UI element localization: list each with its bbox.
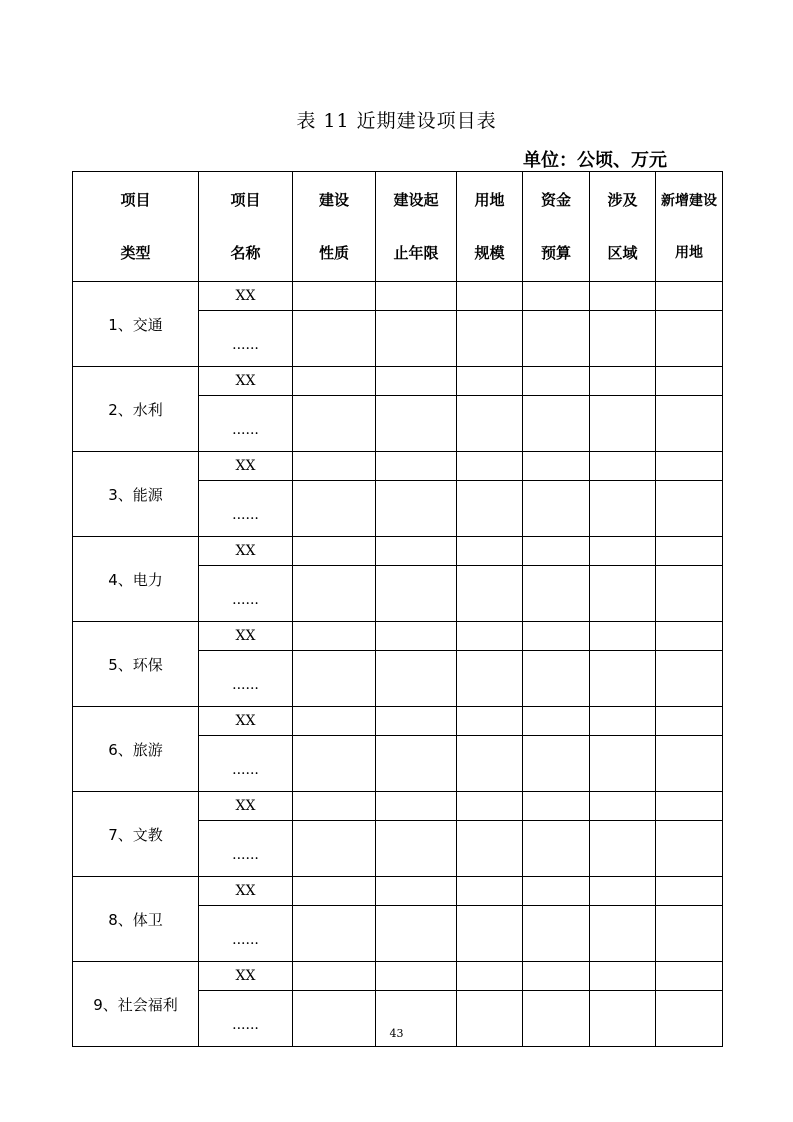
empty-cell <box>523 877 590 906</box>
empty-cell <box>523 906 590 962</box>
project-name-cell: XX <box>199 452 293 481</box>
empty-cell <box>376 906 457 962</box>
project-type-cell: 7、文教 <box>73 792 199 877</box>
empty-cell <box>523 736 590 792</box>
empty-cell <box>590 962 656 991</box>
project-name-cell: ...... <box>199 651 293 707</box>
empty-cell <box>590 282 656 311</box>
empty-cell <box>590 622 656 651</box>
empty-cell <box>523 282 590 311</box>
empty-cell <box>590 452 656 481</box>
empty-cell <box>590 821 656 877</box>
empty-cell <box>457 877 523 906</box>
empty-cell <box>457 622 523 651</box>
empty-cell <box>457 792 523 821</box>
project-type-cell: 5、环保 <box>73 622 199 707</box>
project-name-cell: XX <box>199 962 293 991</box>
empty-cell <box>656 906 723 962</box>
empty-cell <box>656 736 723 792</box>
project-type-cell: 9、社会福利 <box>73 962 199 1047</box>
unit-label: 单位：公顷、万元 <box>523 150 667 171</box>
empty-cell <box>293 311 376 367</box>
empty-cell <box>457 566 523 622</box>
empty-cell <box>293 736 376 792</box>
empty-cell <box>376 481 457 537</box>
empty-cell <box>293 651 376 707</box>
empty-cell <box>656 821 723 877</box>
table-title: 表 11 近期建设项目表 <box>296 110 497 132</box>
empty-cell <box>656 792 723 821</box>
empty-cell <box>523 566 590 622</box>
table-row <box>73 452 723 481</box>
table-row <box>73 792 723 821</box>
empty-cell <box>457 821 523 877</box>
empty-cell <box>293 481 376 537</box>
empty-cell <box>523 821 590 877</box>
empty-cell <box>376 396 457 452</box>
empty-cell <box>523 452 590 481</box>
project-name-cell: XX <box>199 707 293 736</box>
empty-cell <box>376 792 457 821</box>
empty-cell <box>523 792 590 821</box>
empty-cell <box>376 821 457 877</box>
empty-cell <box>376 452 457 481</box>
empty-cell <box>293 707 376 736</box>
empty-cell <box>293 821 376 877</box>
empty-cell <box>457 906 523 962</box>
empty-cell <box>523 622 590 651</box>
empty-cell <box>457 396 523 452</box>
empty-cell <box>376 367 457 396</box>
empty-cell <box>656 537 723 566</box>
header-row <box>73 172 723 282</box>
empty-cell <box>590 906 656 962</box>
empty-cell <box>590 396 656 452</box>
empty-cell <box>590 792 656 821</box>
empty-cell <box>293 566 376 622</box>
empty-cell <box>523 396 590 452</box>
empty-cell <box>590 877 656 906</box>
empty-cell <box>293 792 376 821</box>
table-row <box>73 282 723 311</box>
table-row <box>73 877 723 906</box>
header-cell: 用地 规模 <box>457 172 523 282</box>
empty-cell <box>376 707 457 736</box>
empty-cell <box>457 736 523 792</box>
project-name-cell: XX <box>199 877 293 906</box>
project-name-cell: ...... <box>199 991 293 1047</box>
empty-cell <box>590 566 656 622</box>
empty-cell <box>293 452 376 481</box>
empty-cell <box>590 367 656 396</box>
empty-cell <box>523 537 590 566</box>
empty-cell <box>376 736 457 792</box>
empty-cell <box>376 282 457 311</box>
empty-cell <box>293 906 376 962</box>
empty-cell <box>656 367 723 396</box>
empty-cell <box>656 282 723 311</box>
project-name-cell: XX <box>199 622 293 651</box>
empty-cell <box>293 962 376 991</box>
empty-cell <box>376 311 457 367</box>
table-row <box>73 962 723 991</box>
table-row <box>73 622 723 651</box>
empty-cell <box>523 311 590 367</box>
empty-cell <box>590 537 656 566</box>
header-cell: 新增建设 用地 <box>656 172 723 282</box>
empty-cell <box>523 367 590 396</box>
empty-cell <box>293 396 376 452</box>
empty-cell <box>656 877 723 906</box>
empty-cell <box>656 962 723 991</box>
empty-cell <box>656 396 723 452</box>
empty-cell <box>376 566 457 622</box>
header-cell: 项目 类型 <box>73 172 199 282</box>
project-name-cell: ...... <box>199 311 293 367</box>
project-name-cell: ...... <box>199 481 293 537</box>
empty-cell <box>376 537 457 566</box>
project-type-cell: 4、电力 <box>73 537 199 622</box>
header-cell: 项目 名称 <box>199 172 293 282</box>
empty-cell <box>457 707 523 736</box>
header-cell: 涉及 区域 <box>590 172 656 282</box>
project-type-cell: 3、能源 <box>73 452 199 537</box>
empty-cell <box>523 481 590 537</box>
empty-cell <box>376 962 457 991</box>
empty-cell <box>457 311 523 367</box>
empty-cell <box>457 452 523 481</box>
empty-cell <box>656 566 723 622</box>
empty-cell <box>457 537 523 566</box>
table-row <box>73 707 723 736</box>
empty-cell <box>656 481 723 537</box>
project-name-cell: ...... <box>199 396 293 452</box>
empty-cell <box>457 282 523 311</box>
project-table <box>72 171 723 1047</box>
empty-cell <box>656 707 723 736</box>
project-name-cell: XX <box>199 537 293 566</box>
page-number: 43 <box>389 1027 404 1040</box>
empty-cell <box>523 707 590 736</box>
empty-cell <box>590 707 656 736</box>
project-name-cell: XX <box>199 792 293 821</box>
empty-cell <box>656 311 723 367</box>
empty-cell <box>376 622 457 651</box>
project-type-cell: 2、水利 <box>73 367 199 452</box>
project-name-cell: ...... <box>199 566 293 622</box>
table-body <box>73 282 723 1047</box>
empty-cell <box>590 311 656 367</box>
table-row <box>73 367 723 396</box>
project-name-cell: XX <box>199 367 293 396</box>
project-type-cell: 6、旅游 <box>73 707 199 792</box>
table-row <box>73 537 723 566</box>
header-cell: 建设起 止年限 <box>376 172 457 282</box>
project-table-container <box>72 171 722 1033</box>
empty-cell <box>457 367 523 396</box>
empty-cell <box>376 877 457 906</box>
empty-cell <box>590 736 656 792</box>
project-name-cell: ...... <box>199 736 293 792</box>
header-cell: 资金 预算 <box>523 172 590 282</box>
empty-cell <box>293 877 376 906</box>
empty-cell <box>590 651 656 707</box>
empty-cell <box>293 537 376 566</box>
project-type-cell: 8、体卫 <box>73 877 199 962</box>
empty-cell <box>656 452 723 481</box>
project-name-cell: XX <box>199 282 293 311</box>
header-cell: 建设 性质 <box>293 172 376 282</box>
project-type-cell: 1、交通 <box>73 282 199 367</box>
empty-cell <box>376 651 457 707</box>
empty-cell <box>293 282 376 311</box>
project-name-cell: ...... <box>199 821 293 877</box>
empty-cell <box>457 962 523 991</box>
empty-cell <box>656 651 723 707</box>
project-name-cell: ...... <box>199 906 293 962</box>
empty-cell <box>523 962 590 991</box>
empty-cell <box>293 622 376 651</box>
empty-cell <box>656 622 723 651</box>
empty-cell <box>457 481 523 537</box>
empty-cell <box>293 367 376 396</box>
empty-cell <box>457 651 523 707</box>
empty-cell <box>523 651 590 707</box>
empty-cell <box>590 481 656 537</box>
